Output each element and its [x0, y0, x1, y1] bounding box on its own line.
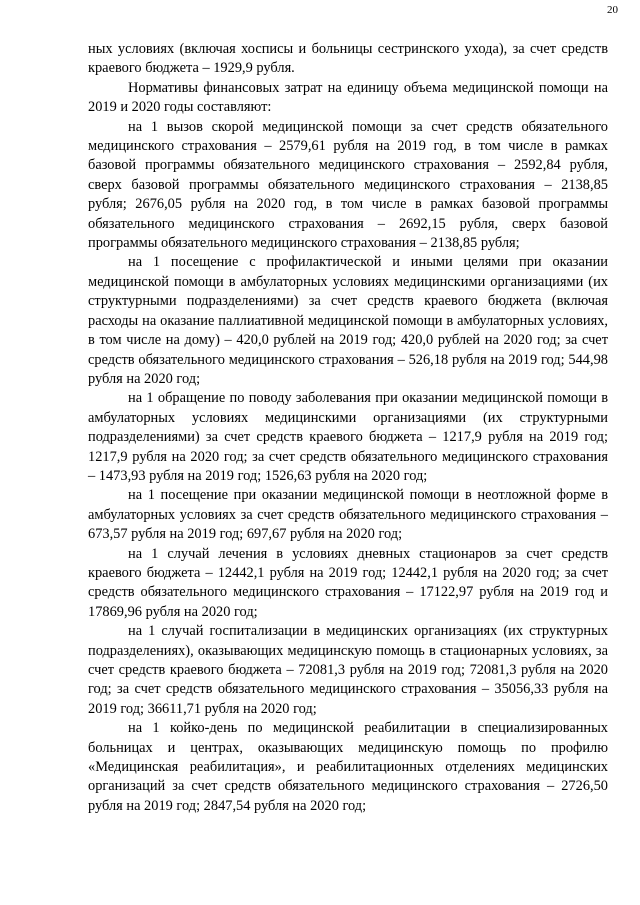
paragraph-disease-visit: на 1 обращение по поводу заболевания при оказании медицинской помощи в амбулаторных условиях медицинскими организациями (их структурными подразделениями) за счет средств краевого бюджета – 1217,9 рубля на 2019 год; 1217,9 рубля на 2020 год; за счет средств обязательного медицинского страхования – 1473,93 рубля на 2019 год; 1526,63 рубля на 2020 год;	[88, 390, 608, 484]
document-body	[88, 40, 608, 816]
page-number: 20	[607, 4, 618, 16]
paragraph-day-hospital: на 1 случай лечения в условиях дневных стационаров за счет средств краевого бюджета – 12442,1 рубля на 2019 год; 12442,1 рубля на 2020 год; за счет средств обязательного медицинского страхования – 17122,97 рубля на 2019 год и 17869,96 рубля на 2020 год;	[88, 545, 608, 620]
paragraph-hospitalization: на 1 случай госпитализации в медицинских организациях (их структурных подразделениях), оказывающих медицинскую помощь в стационарных условиях, за счет средств краевого бюджета – 72081,3 рубля на 2019 год; 72081,3 рубля на 2020 год; за счет средств обязательного медицинского страхования – 35056,33 рубля на 2019 год; 36611,71 рубля на 2020 год;	[88, 623, 608, 717]
paragraph-rehabilitation: на 1 койко-день по медицинской реабилитации в специализированных больницах и центрах, оказывающих медицинскую помощь по профилю «Медицинская реабилитация», и реабилитационных отделениях медицинских организаций за счет средств обязательного медицинского страхования – 2726,50 рубля на 2019 год; 2847,54 рубля на 2020 год;	[88, 720, 608, 814]
paragraph-urgent-visit: на 1 посещение при оказании медицинской помощи в неотложной форме в амбулаторных условиях за счет средств обязательного медицинского страхования – 673,57 рубля на 2019 год; 697,67 рубля на 2020 год;	[88, 487, 608, 543]
paragraph-continuation: ных условиях (включая хосписы и больницы сестринского ухода), за счет средств краевого бюджета – 1929,9 рубля.	[88, 41, 608, 77]
paragraph-preventive-visit: на 1 посещение с профилактической и иными целями при оказании медицинской помощи в амбулаторных условиях медицинскими организациями (их структурными подразделениями) за счет средств краевого бюджета (включая расходы на оказание паллиативной медицинской помощи в амбулаторных условиях, в том числе на дому) – 420,0 рублей на 2019 год; 420,0 рублей на 2020 год; за счет средств обязательного медицинского страхования – 526,18 рубля на 2019 год; 544,98 рубля на 2020 год;	[88, 254, 608, 387]
paragraph-ambulance-call: на 1 вызов скорой медицинской помощи за счет средств обязательного медицинского страхования – 2579,61 рубля на 2019 год, в том числе в рамках базовой программы обязательного медицинского страхования – 2592,84 рубля, сверх базовой программы обязательного медицинского страхования – 2138,85 рубля; 2676,05 рубля на 2020 год, в том числе в рамках базовой программы обязательного медицинского страхования – 2692,15 рубля, сверх базовой программы обязательного медицинского страхования – 2138,85 рубля;	[88, 118, 608, 252]
paragraph-intro: Нормативы финансовых затрат на единицу объема медицинской помощи на 2019 и 2020 годы составляют:	[88, 79, 608, 116]
